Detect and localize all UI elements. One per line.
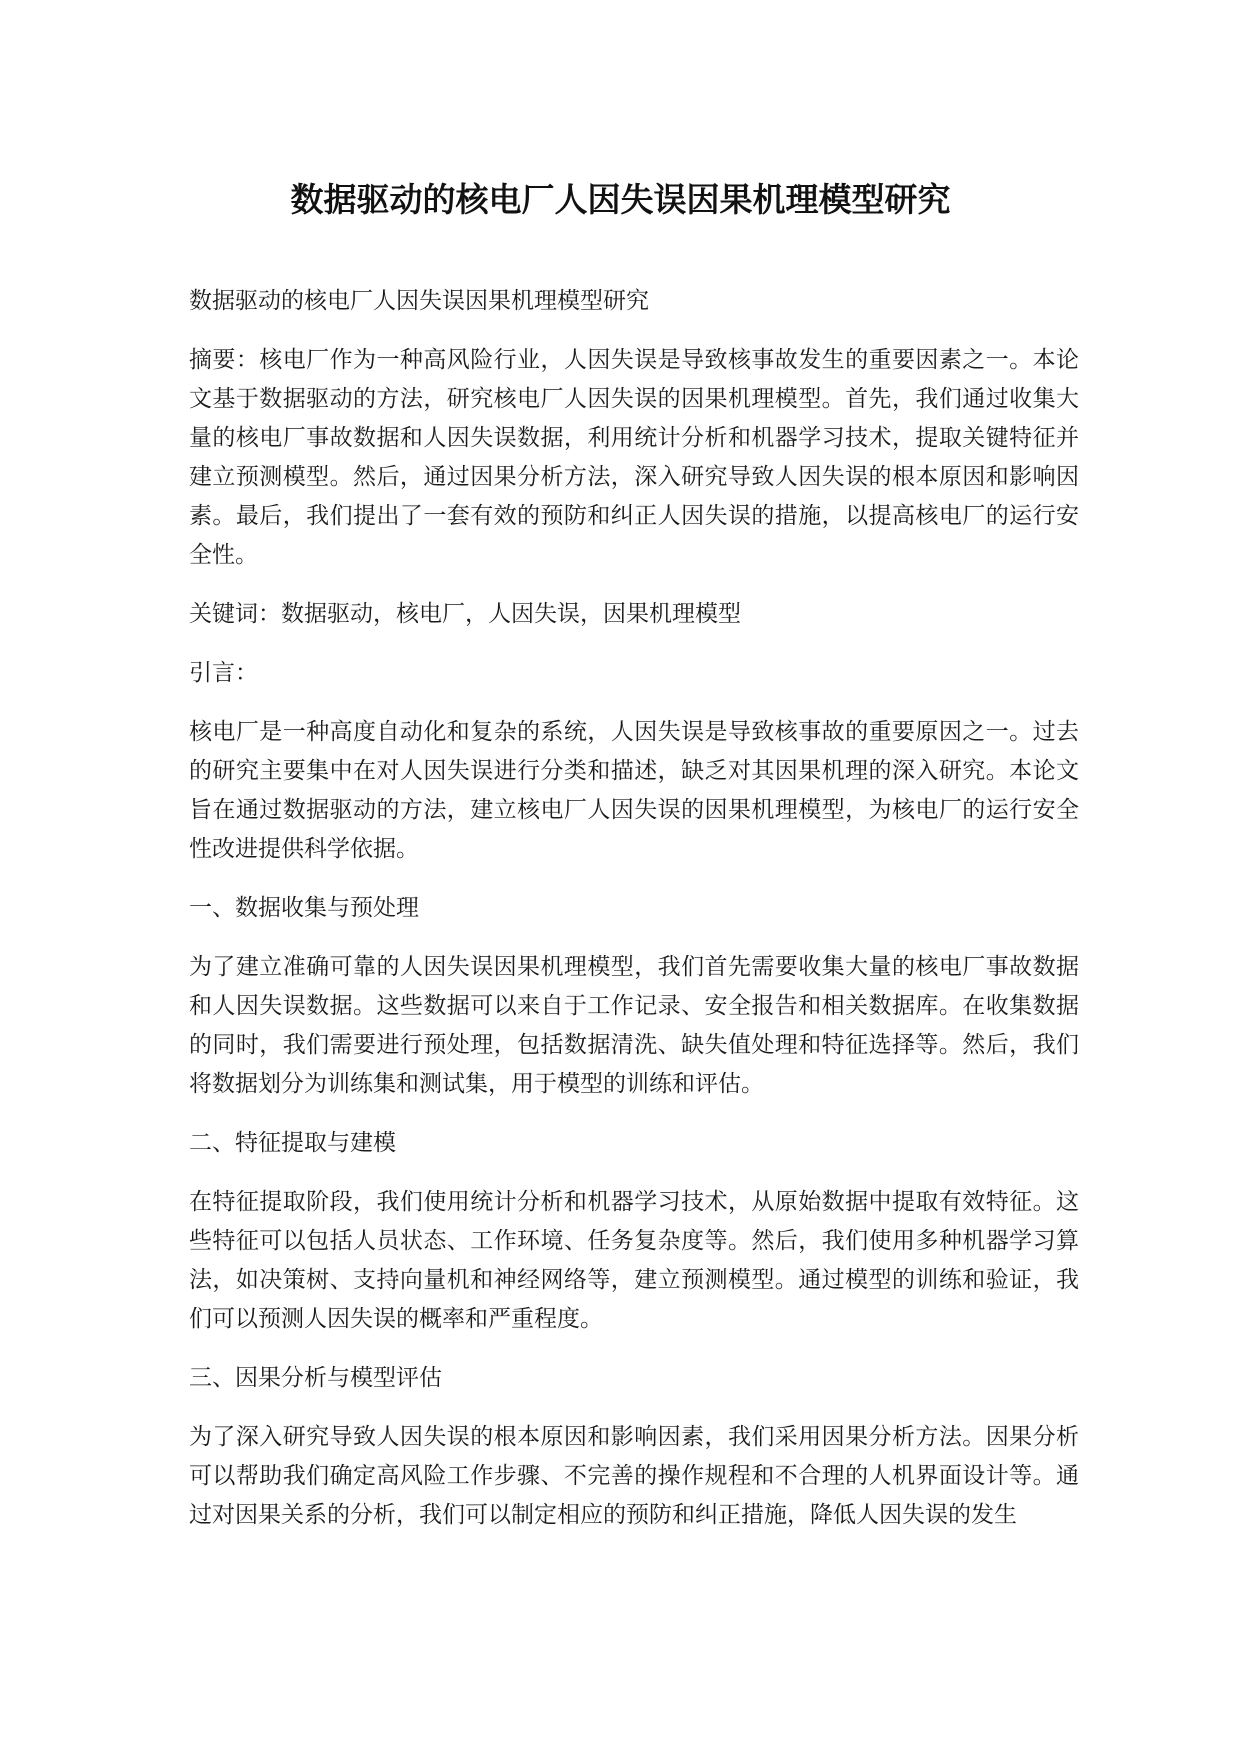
section-heading-2: 二、特征提取与建模 <box>189 1130 396 1156</box>
document-body <box>189 282 1079 1555</box>
introduction-label: 引言： <box>189 660 258 686</box>
abstract-paragraph: 摘要：核电厂作为一种高风险行业，人因失误是导致核事故发生的重要因素之一。本论文基于数据驱动的方法，研究核电厂人因失误的因果机理模型。首先，我们通过收集大量的核电厂事故数据和人因失误数据，利用统计分析和机器学习技术，提取关键特征并建立预测模型。然后，通过因果分析方法，深入研究导致人因失误的根本原因和影响因素。最后，我们提出了一套有效的预防和纠正人因失误的措施，以提高核电厂的运行安全性。 <box>189 347 1079 568</box>
introduction-paragraph: 核电厂是一种高度自动化和复杂的系统，人因失误是导致核事故的重要原因之一。过去的研究主要集中在对人因失误进行分类和描述，缺乏对其因果机理的深入研究。本论文旨在通过数据驱动的方法，建立核电厂人因失误的因果机理模型，为核电厂的运行安全性改进提供科学依据。 <box>189 719 1079 862</box>
section-3-paragraph: 为了深入研究导致人因失误的根本原因和影响因素，我们采用因果分析方法。因果分析可以帮助我们确定高风险工作步骤、不完善的操作规程和不合理的人机界面设计等。通过对因果关系的分析，我们可以制定相应的预防和纠正措施，降低人因失误的发生 <box>189 1424 1079 1528</box>
document-title: 数据驱动的核电厂人因失误因果机理模型研究 <box>290 180 951 219</box>
section-1-paragraph: 为了建立准确可靠的人因失误因果机理模型，我们首先需要收集大量的核电厂事故数据和人因失误数据。这些数据可以来自于工作记录、安全报告和相关数据库。在收集数据的同时，我们需要进行预处理，包括数据清洗、缺失值处理和特征选择等。然后，我们将数据划分为训练集和测试集，用于模型的训练和评估。 <box>189 954 1079 1097</box>
keywords-paragraph: 关键词：数据驱动，核电厂，人因失误，因果机理模型 <box>189 601 741 627</box>
subtitle-paragraph: 数据驱动的核电厂人因失误因果机理模型研究 <box>189 288 649 314</box>
section-heading-1: 一、数据收集与预处理 <box>189 895 419 921</box>
section-2-paragraph: 在特征提取阶段，我们使用统计分析和机器学习技术，从原始数据中提取有效特征。这些特征可以包括人员状态、工作环境、任务复杂度等。然后，我们使用多种机器学习算法，如决策树、支持向量机和神经网络等，建立预测模型。通过模型的训练和验证，我们可以预测人因失误的概率和严重程度。 <box>189 1189 1079 1332</box>
section-heading-3: 三、因果分析与模型评估 <box>189 1365 442 1391</box>
